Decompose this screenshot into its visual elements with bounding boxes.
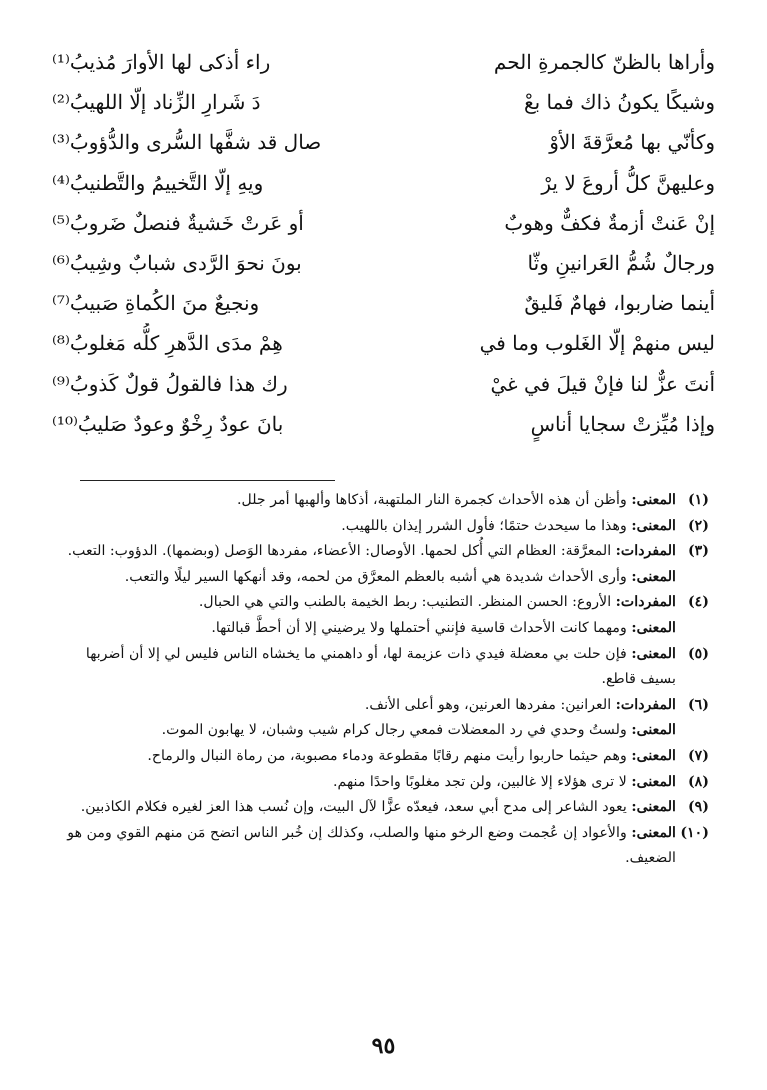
verse-5 <box>52 203 715 243</box>
footnote-1 <box>52 488 709 514</box>
poem-block <box>52 42 715 444</box>
footnote-text: ولستُ وحدي في رد المعضلات فمعي رجال كرام شيب وشبان، لا يهابون الموت. <box>161 722 627 739</box>
first-hemistich: إنْ عَنتْ أزمةٌ فكفٌّ وهوبٌ <box>504 210 715 235</box>
footnote-text: العرانين: مفردها العرنين، وهو أعلى الأنف. <box>364 696 612 713</box>
footnote-number: (١) <box>687 492 709 508</box>
first-hemistich: وإذا مُيِّزتْ سجايا أناسٍ <box>530 411 715 436</box>
footnote-text: ومهما كانت الأحداث قاسية فإنني أحتملها ولا يرضيني إلا أن أحطَّ قبالتها. <box>211 619 627 636</box>
footnote-text: فإن حلت بي معضلة فيدي ذات عزيمة لها، أو داهمني ما يخشاه الناس فليس لي إلا أن أضربها بسيف قاطع. <box>85 645 676 688</box>
second-hemistich: ويهِ إلّا التَّخييمُ والتَّطنيبُ⁽⁴⁾ <box>52 170 264 195</box>
footnote-row <box>52 770 709 796</box>
verse-6 <box>52 243 715 283</box>
footnote-text: المعرَّقة: العظام التي أُكل لحمها. الأوصال: الأعضاء، مفردها الوَصل (وبضمها). الدؤوب: التعب. <box>67 543 612 560</box>
footnote-text: وهم حيثما حاربوا رأيت منهم رقابًا مقطوعة ودماء مصبوبة، من رماة النبال والرماح. <box>147 747 627 764</box>
footnote-text: وأرى الأحداث شديدة هي أشبه بالعظم المعرَّق من لحمه، وقد أنهكها السير ليلًا والتعب. <box>124 568 627 585</box>
first-hemistich: وكأنّي بها مُعرَّقةَ الأوْ <box>549 130 715 155</box>
footnote-9 <box>52 795 709 821</box>
verse-8 <box>52 323 715 363</box>
footnote-row <box>52 718 709 744</box>
second-hemistich: صال قد شفَّها السُّرى والدُّؤوبُ⁽³⁾ <box>52 130 322 155</box>
footnote-row <box>52 795 709 821</box>
meaning-label: المعنى: <box>631 568 676 585</box>
footnote-text: لا ترى هؤلاء إلا غالبين، ولن تجد مغلوبًا واحدًا منهم. <box>333 773 627 790</box>
footnote-10 <box>52 821 709 872</box>
first-hemistich: ورجالٌ شُمُّ العَرانينِ وثّا <box>527 250 715 275</box>
footnote-text: يعود الشاعر إلى مدح أبي سعد، فيعدّه عزًّا لآل البيت، وإن نُسب هذا العز لغيره فكلام الكاذبين. <box>80 799 627 816</box>
footnote-row <box>52 693 709 719</box>
footnote-row <box>52 514 709 540</box>
footnote-number: (٤) <box>687 594 709 611</box>
meaning-label: المعنى: <box>631 799 676 816</box>
first-hemistich: وعليهنَّ كلُّ أروعَ لا يرْ <box>541 170 715 195</box>
footnote-number: (٨) <box>687 773 709 790</box>
footnote-text: وأظن أن هذه الأحداث كجمرة النار الملتهبة، أذكاها وألهبها أمر جلل. <box>236 492 627 508</box>
footnote-row <box>52 565 709 591</box>
footnote-7 <box>52 744 709 770</box>
vocabulary-label: المفردات: <box>615 543 676 560</box>
footnote-number: (٦) <box>687 696 709 713</box>
footnotes <box>52 488 709 872</box>
verse-7 <box>52 283 715 323</box>
meaning-label: المعنى: <box>631 824 676 841</box>
meaning-label: المعنى: <box>631 517 676 534</box>
footnote-number: (٧) <box>687 747 709 764</box>
second-hemistich: رك هذا فالقولُ قولٌ كَذوبُ⁽⁹⁾ <box>52 371 288 396</box>
meaning-label: المعنى: <box>631 722 676 739</box>
footnote-text: وهذا ما سيحدث حتمًا؛ فأول الشرر إيذان باللهيب. <box>341 517 627 534</box>
meaning-label: المعنى: <box>631 747 676 764</box>
footnote-text: والأعواد إن عُجمت وضع الرخو منها والصلب، وكذلك إن خُبر الناس اتضح مَن منهم القوي ومن هو الضعيف. <box>67 824 676 867</box>
verse-10 <box>52 404 715 444</box>
footnote-6 <box>52 693 709 744</box>
footnote-row <box>52 590 709 616</box>
verse-1 <box>52 42 715 82</box>
meaning-label: المعنى: <box>631 492 676 508</box>
footnote-4 <box>52 590 709 641</box>
footnote-number: (٩) <box>687 799 709 816</box>
second-hemistich: راء أذكى لها الأوارَ مُذيبُ⁽¹⁾ <box>52 50 271 74</box>
meaning-label: المعنى: <box>631 645 676 662</box>
second-hemistich: بونَ نحوَ الرَّدى شبابٌ وشِيبُ⁽⁶⁾ <box>52 250 302 275</box>
footnote-number: (١٠) <box>680 824 709 841</box>
second-hemistich: هِمْ مدَى الدَّهرِ كلُّه مَغلوبُ⁽⁸⁾ <box>52 331 283 356</box>
verse-4 <box>52 163 715 203</box>
footnote-number: (٥) <box>687 645 709 662</box>
footnote-text: الأروع: الحسن المنظر. التطنيب: ربط الخيمة بالطنب والتي هي الحبال. <box>198 594 612 611</box>
footnote-3 <box>52 539 709 590</box>
verse-2 <box>52 82 715 122</box>
second-hemistich: بانَ عودٌ رِخْوٌ وعودٌ صَليبُ⁽¹⁰⁾ <box>52 411 284 436</box>
footnote-divider <box>80 480 335 481</box>
first-hemistich: وأراها بالظنّ كالجمرةِ الحم <box>493 50 715 74</box>
first-hemistich: أنتَ عزٌّ لنا فإنْ قيلَ في غيْ <box>490 371 715 396</box>
vocabulary-label: المفردات: <box>615 594 676 611</box>
second-hemistich: أو عَرتْ خَشيةٌ فنصلٌ ضَروبُ⁽⁵⁾ <box>52 210 304 235</box>
footnote-5 <box>52 642 709 693</box>
meaning-label: المعنى: <box>631 619 676 636</box>
second-hemistich: دَ شَرارِ الزِّناد إلّا اللهيبُ⁽²⁾ <box>52 90 261 115</box>
verse-3 <box>52 122 715 162</box>
footnote-2 <box>52 514 709 540</box>
footnote-row <box>52 642 709 693</box>
footnote-row <box>52 821 709 872</box>
page-number: ٩٥ <box>371 1033 396 1059</box>
first-hemistich: وشيكًا يكونُ ذاك فما بعْ <box>523 90 715 115</box>
footnote-8 <box>52 770 709 796</box>
second-hemistich: ونجيعٌ منَ الكُماةِ صَبيبُ⁽⁷⁾ <box>52 291 260 316</box>
meaning-label: المعنى: <box>631 773 676 790</box>
vocabulary-label: المفردات: <box>615 696 676 713</box>
footnote-row <box>52 744 709 770</box>
footnote-row <box>52 539 709 565</box>
first-hemistich: أينما ضاربوا، فهامٌ فَليقٌ <box>524 291 715 316</box>
footnote-number: (٣) <box>687 543 709 560</box>
footnote-number: (٢) <box>687 517 709 534</box>
verse-9 <box>52 364 715 404</box>
footnote-row <box>52 488 709 514</box>
first-hemistich: ليس منهمْ إلّا الغَلوب وما في <box>479 331 715 356</box>
footnote-row <box>52 616 709 642</box>
